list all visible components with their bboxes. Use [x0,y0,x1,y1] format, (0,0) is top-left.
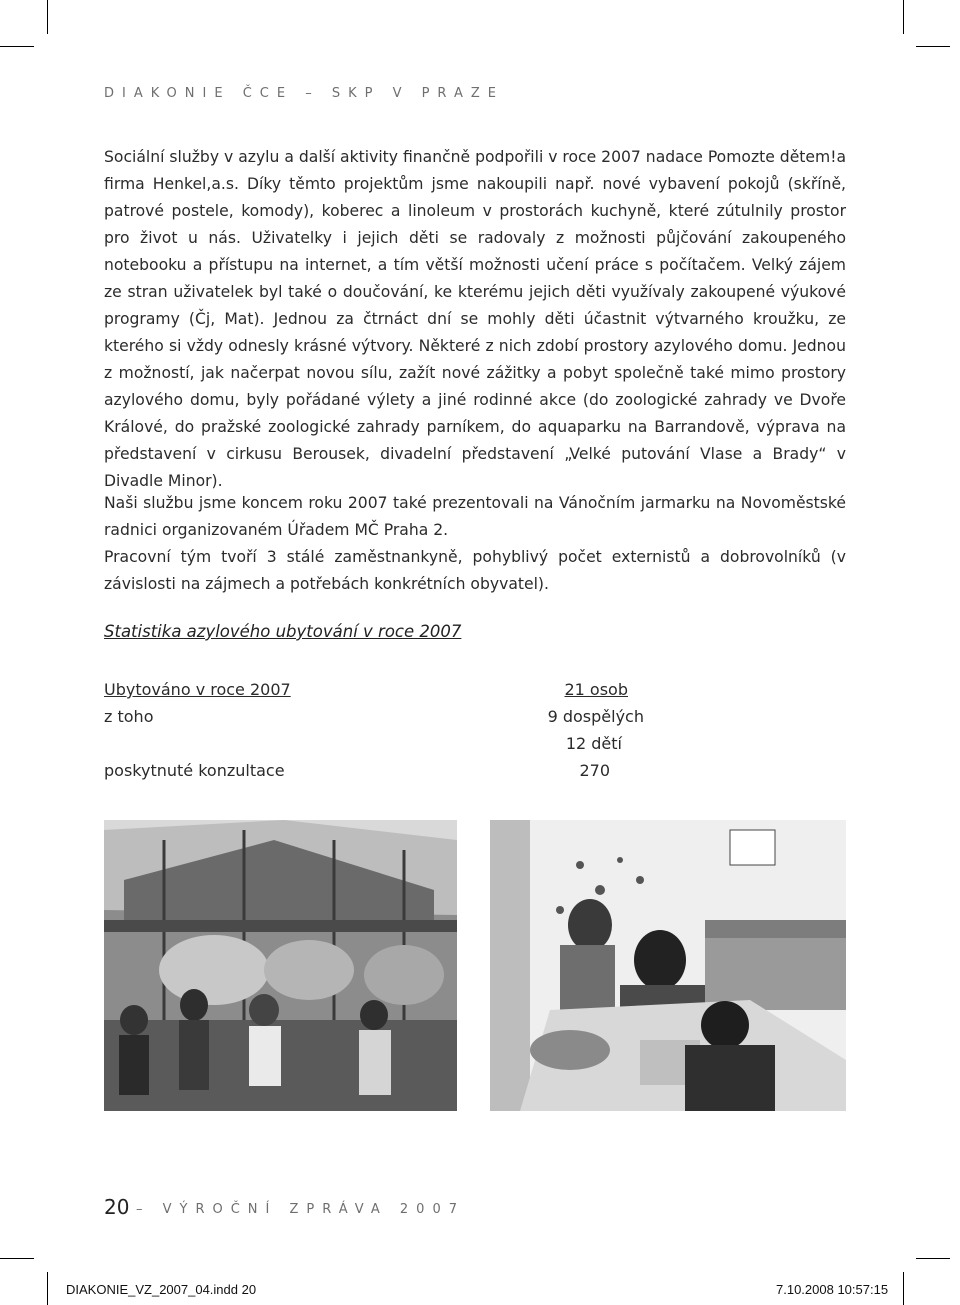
photo-children-activity [490,820,846,1111]
print-slug-timestamp: 7.10.2008 10:57:15 [776,1282,889,1297]
statistics-label: Ubytováno v roce 2007 [104,680,291,699]
statistics-value: 9 dospělých [547,707,644,726]
crop-mark [916,1258,950,1259]
crop-mark [0,46,34,47]
footer-title: – VÝROČNÍ ZPRÁVA 2007 [136,1202,465,1217]
statistics-label: z toho [104,707,154,726]
statistics-row [104,757,644,784]
crop-mark [903,0,904,34]
crop-mark [916,46,950,47]
crop-mark [903,1272,904,1305]
statistics-row [104,676,644,703]
page-number: 20 [104,1195,130,1219]
photo-circus-visit [104,820,457,1111]
statistics-table [104,676,644,784]
crop-mark [47,1272,48,1305]
statistics-row [104,730,644,757]
crop-mark [47,0,48,34]
running-header: DIAKONIE ČCE – SKP V PRAZE [104,86,504,101]
crop-mark [0,1258,34,1259]
body-paragraph: Pracovní tým tvoří 3 stálé zaměstnankyně, pohyblivý počet externistů a dobrovolníků (v závislosti na zájmech a potřebách konkrétních obyvatel). [104,548,846,593]
statistics-value: 21 osob [564,680,628,699]
statistics-title: Statistika azylového ubytování v roce 2007 [104,622,462,641]
statistics-value: 270 [579,761,610,780]
print-slug-file: DIAKONIE_VZ_2007_04.indd 20 [66,1282,257,1297]
body-paragraph: Naši službu jsme koncem roku 2007 také prezentovali na Vánočním jarmarku na Novoměstské radnici organizovaném Úřadem MČ Praha 2. [104,494,846,539]
body-paragraph: Sociální služby v azylu a další aktivity finančně podpořili v roce 2007 nadace Pomozte dětem!a firma Henkel,a.s. Díky těmto projektům jsme nakoupili např. nové vybavení pokojů (skříně, patrové postele, komody), koberec a linoleum v prostorách kuchyně, které zútulnily prostor pro život u nás. Uživatelky i jejich děti se radovaly z možnosti půjčování zakoupeného notebooku a přístupu na internet, a tím větší možnosti učení práce s počítačem. Velký zájem ze stran uživatelek byl také o doučování, ke kterému jejich děti využívaly zakoupené výukové programy (Čj, Mat). Jednou za čtrnáct dní se mohly děti účastnit výtvarného kroužku, ze kterého si vždy odnesly krásné výtvory. Některé z nich zdobí prostory azylového domu. Jednou z možností, jak načerpat novou sílu, zažít nové zážitky a pobyt společně také mimo prostory azylového domu, byly pořádané výlety a jiné rodinné akce (do zoologické zahrady ve Dvoře Králové, do pražské zoologické zahrady parníkem, do aquaparku na Barrandově, výprava na představení v cirkusu Berousek, divadelní představení „Velké putování Vlase a Brady“ v Divadle Minor). [104,148,846,490]
statistics-row [104,703,644,730]
statistics-label: poskytnuté konzultace [104,761,285,780]
statistics-value: 12 dětí [565,734,622,753]
